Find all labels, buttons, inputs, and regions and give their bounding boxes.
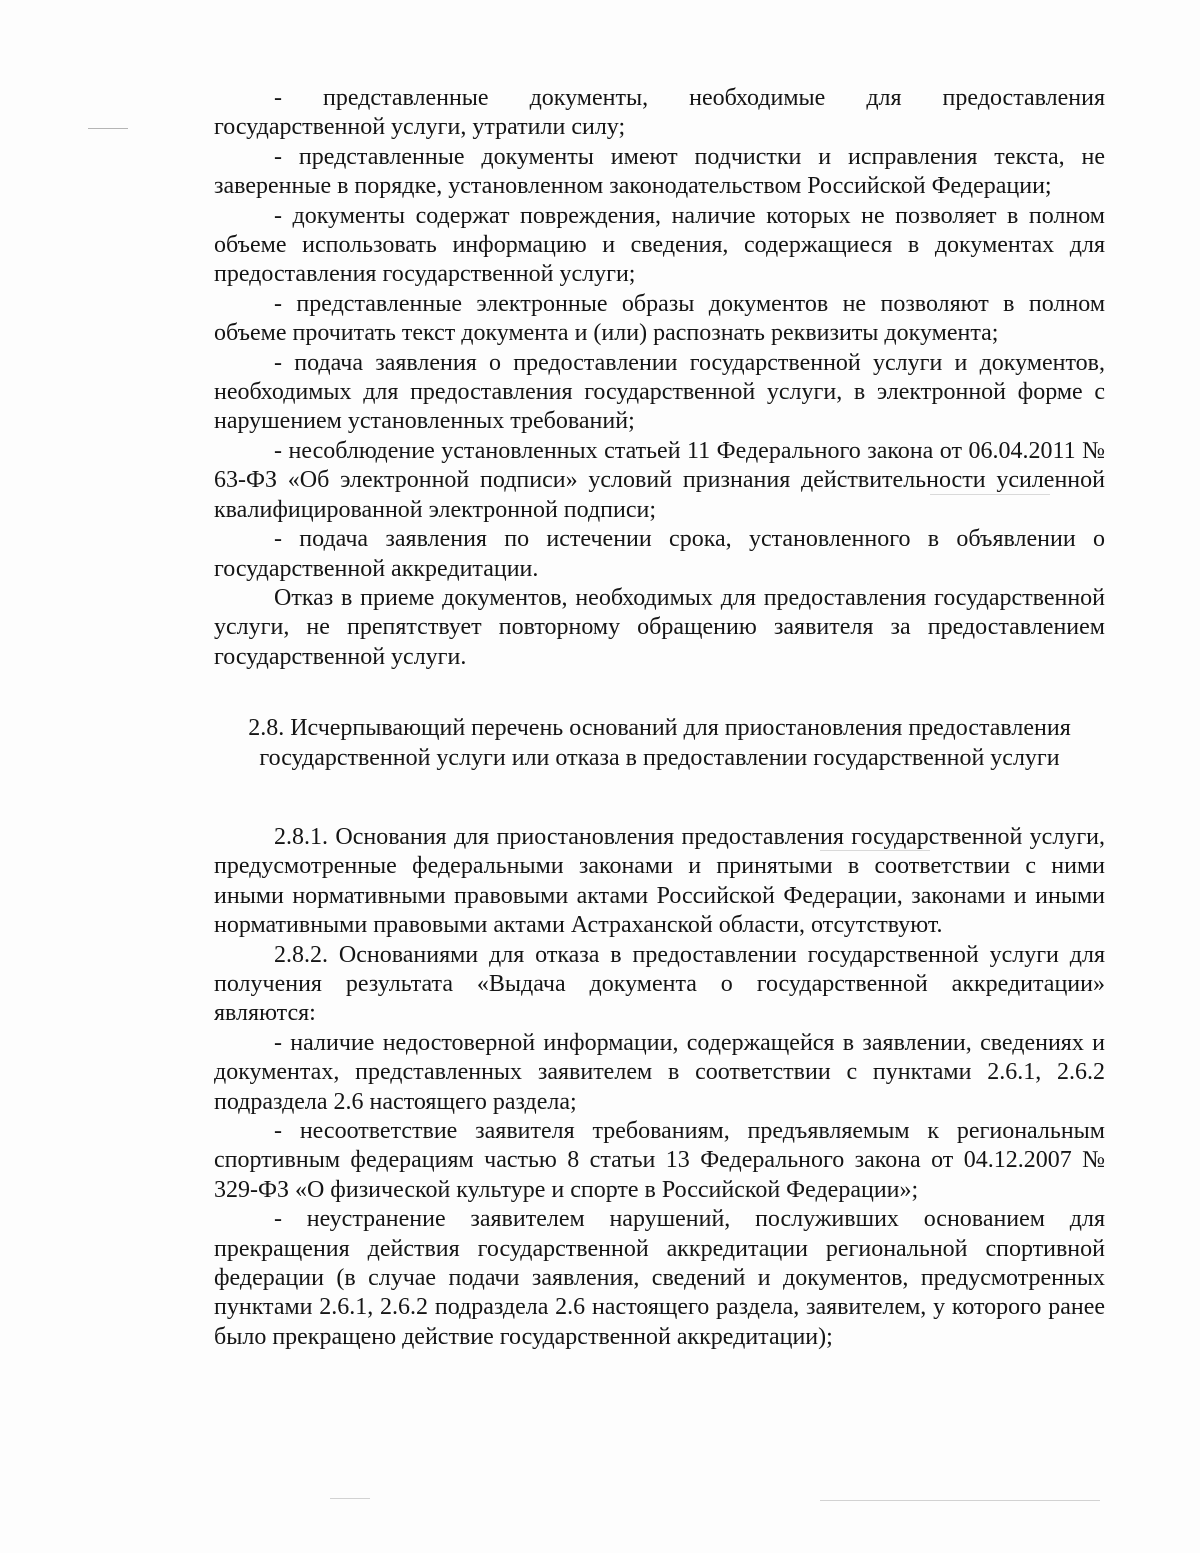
paragraph: - несоблюдение установленных статьей 11 Федерального закона от 06.04.2011 № 63-ФЗ «Об электронной подписи» условий признания действительности усиленной квалифицированной электронной подписи; xyxy=(214,437,1105,523)
paragraph: - представленные электронные образы документов не позволяют в полном объеме прочитать текст документа и (или) распознать реквизиты документа; xyxy=(214,290,1105,347)
paragraph: 2.8.2. Основаниями для отказа в предоставлении государственной услуги для получения результата «Выдача документа о государственной аккредитации» являются: xyxy=(214,941,1105,1027)
scan-speck xyxy=(820,1500,1100,1501)
scan-speck xyxy=(330,1498,370,1499)
paragraph: - представленные документы, необходимые для предоставления государственной услуги, утратили силу; xyxy=(214,85,1105,141)
paragraph: - подача заявления по истечении срока, установленного в объявлении о государственной аккредитации. xyxy=(214,526,1105,582)
paragraph: - наличие недостоверной информации, содержащейся в заявлении, сведениях и документах, представленных заявителем в соответствии с пунктами 2.6.1, 2.6.2 подраздела 2.6 настоящего раздела; xyxy=(214,1029,1105,1115)
document-body xyxy=(214,84,1105,1352)
scan-speck xyxy=(88,128,128,129)
paragraph: - неустранение заявителем нарушений, послуживших основанием для прекращения действия государственной аккредитации региональной спортивной федерации (в случае подачи заявления, сведений и документов, предусмотренных пунктами 2.6.1, 2.6.2 подраздела 2.6 настоящего раздела, заявителем, у которого ранее было прекращено действие государственной аккредитации); xyxy=(214,1206,1105,1350)
paragraph: - подача заявления о предоставлении государственной услуги и документов, необходимых для предоставления государственной услуги, в электронной форме с нарушением установленных требований; xyxy=(214,349,1105,435)
paragraph: 2.8.1. Основания для приостановления предоставления государственной услуги, предусмотренные федеральными законами и принятыми в соответствии с ними иными нормативными правовыми актами Российской Федерации, законами и иными нормативными правовыми актами Астраханской области, отсутствуют. xyxy=(214,823,1105,939)
section-heading: 2.8. Исчерпывающий перечень оснований для приостановления предоставления государственной услуги или отказа в предоставлении государственной услуги xyxy=(248,715,1071,771)
paragraph: Отказ в приеме документов, необходимых для предоставления государственной услуги, не препятствует повторному обращению заявителя за предоставлением государственной услуги. xyxy=(214,584,1105,670)
paragraph: - документы содержат повреждения, наличие которых не позволяет в полном объеме использовать информацию и сведения, содержащиеся в документах для предоставления государственной услуги; xyxy=(214,202,1105,288)
paragraph: - представленные документы имеют подчистки и исправления текста, не заверенные в порядке, установленном законодательством Российской Федерации; xyxy=(214,143,1105,200)
paragraph: - несоответствие заявителя требованиям, предъявляемым к региональным спортивным федерациям частью 8 статьи 13 Федерального закона от 04.12.2007 № 329-ФЗ «О физической культуре и спорте в Российской Федерации»; xyxy=(214,1118,1105,1203)
